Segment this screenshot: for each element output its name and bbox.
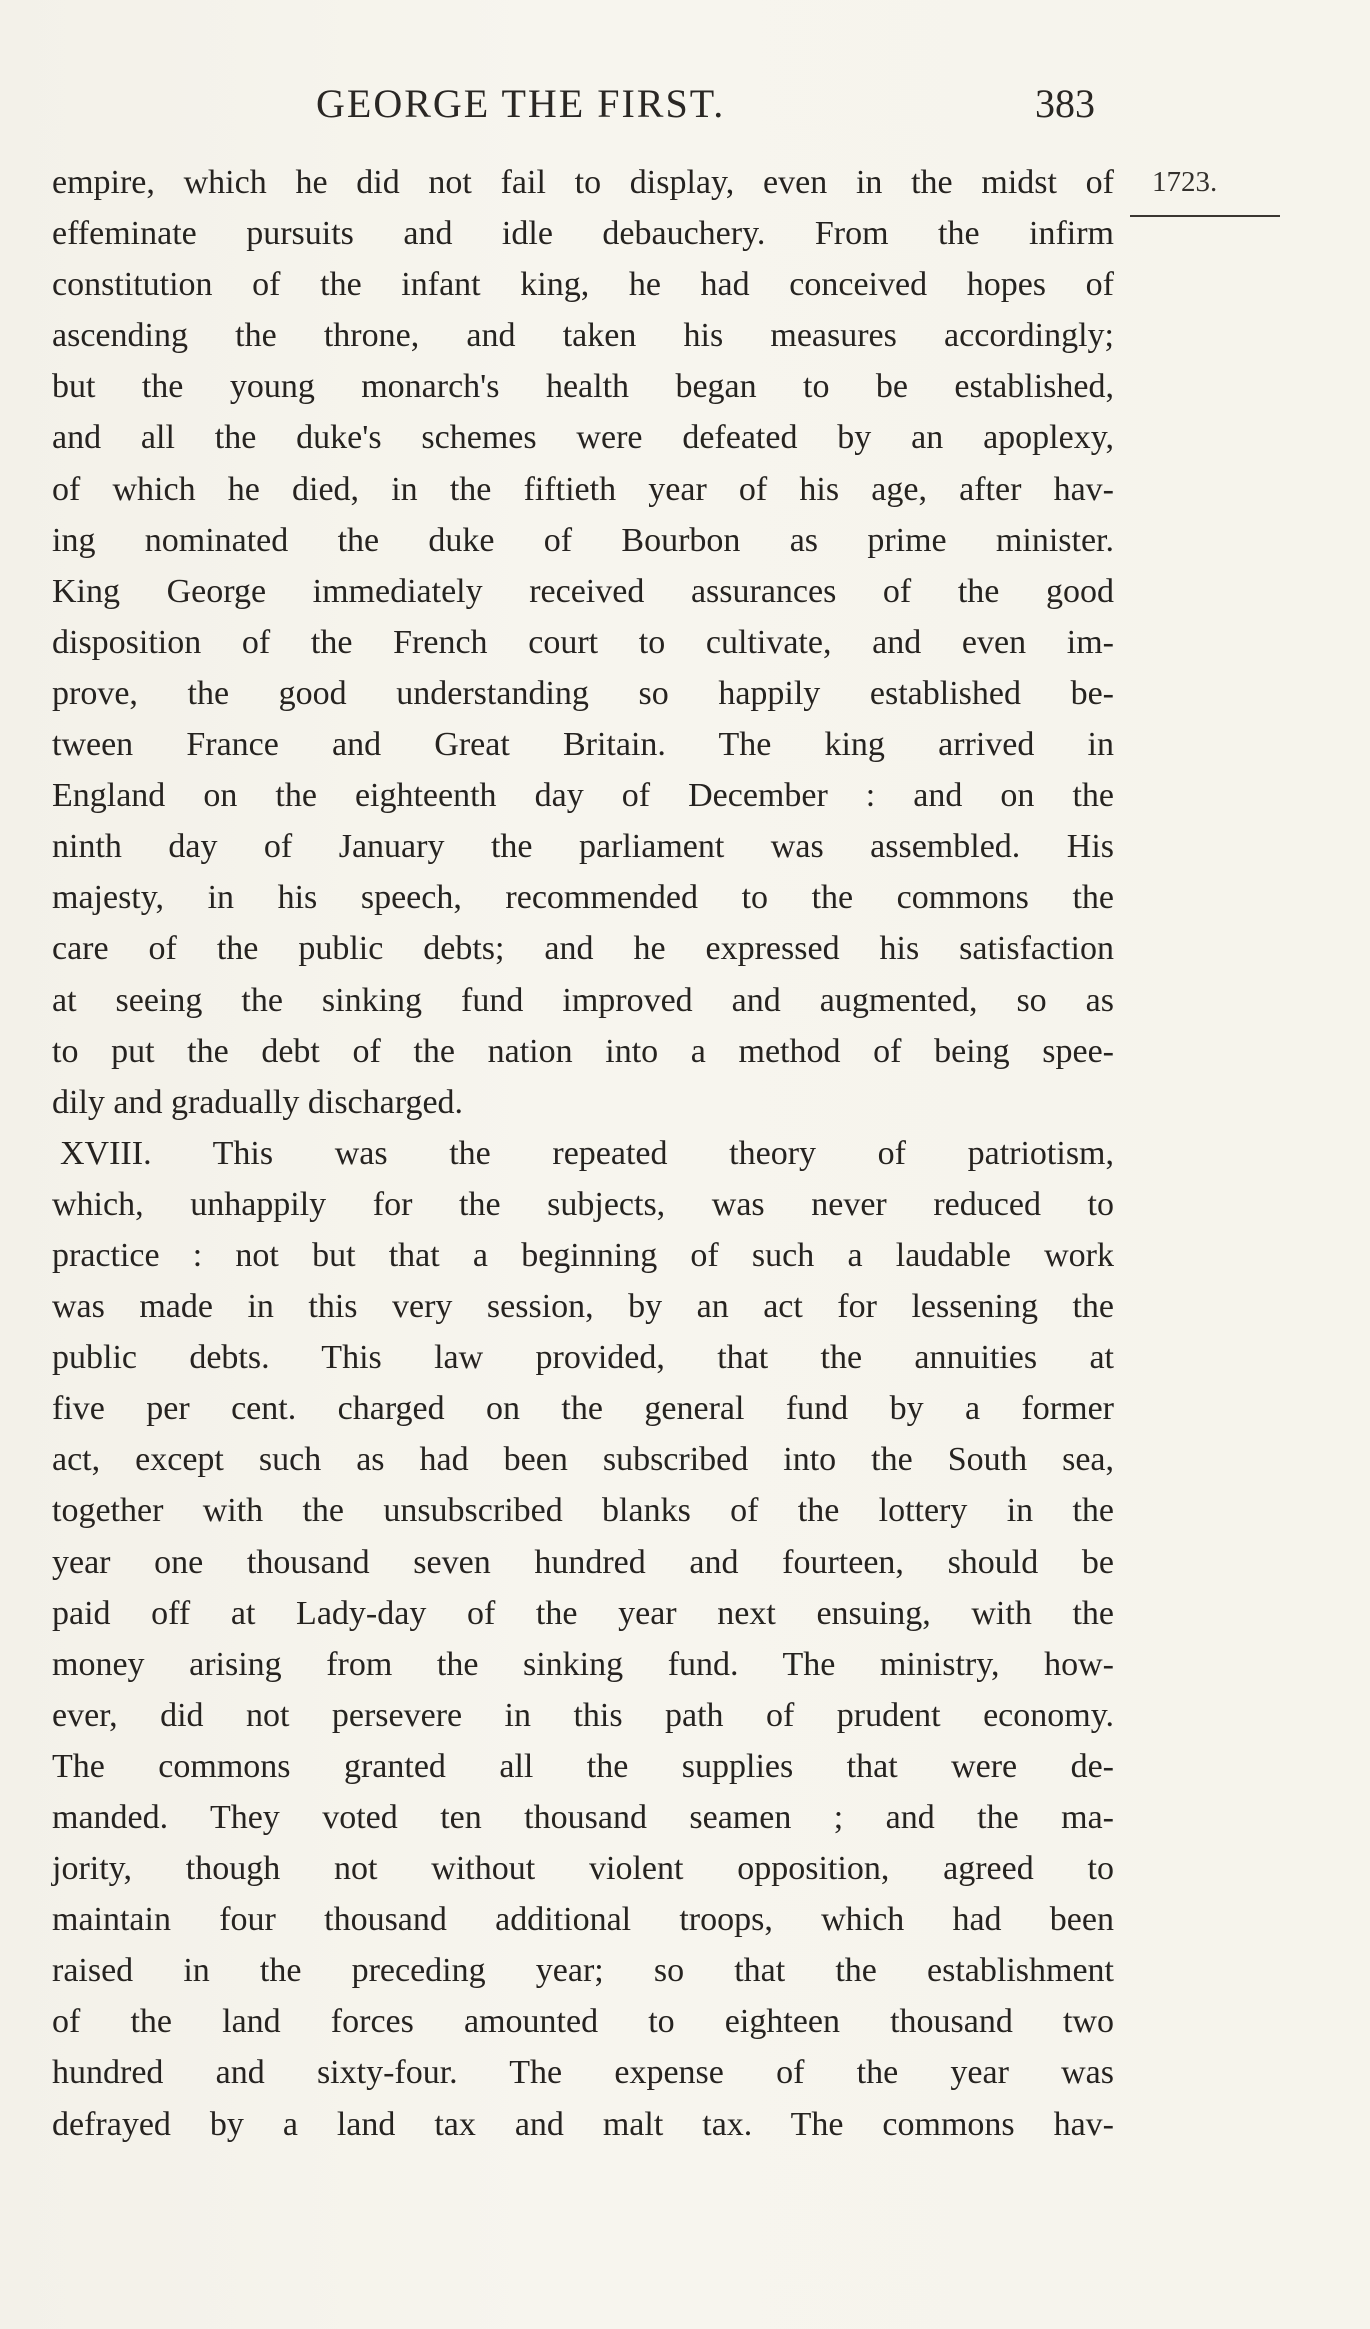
text-line: and all the duke's schemes were defeated by an apoplexy, bbox=[52, 419, 1114, 457]
text-line: of which he died, in the fiftieth year of his age, after hav- bbox=[52, 470, 1114, 508]
text-line: was made in this very session, by an act for lessening the bbox=[52, 1288, 1114, 1326]
text-line: majesty, in his speech, recommended to the commons the bbox=[52, 879, 1114, 917]
text-line: practice : not but that a beginning of such a laudable work bbox=[52, 1236, 1114, 1274]
text-line: paid off at Lady-day of the year next ensuing, with the bbox=[52, 1594, 1114, 1632]
text-line: ascending the throne, and taken his measures accordingly; bbox=[52, 317, 1114, 355]
text-line: ing nominated the duke of Bourbon as prime minister. bbox=[52, 521, 1114, 559]
text-line: ever, did not persevere in this path of prudent economy. bbox=[52, 1696, 1114, 1734]
text-line: together with the unsubscribed blanks of the lottery in the bbox=[52, 1492, 1114, 1530]
text-line: act, except such as had been subscribed into the South sea, bbox=[52, 1441, 1114, 1479]
text-line: year one thousand seven hundred and fourteen, should be bbox=[52, 1543, 1114, 1581]
text-line: jority, though not without violent opposition, agreed to bbox=[52, 1850, 1114, 1888]
text-line: The commons granted all the supplies that were de- bbox=[52, 1747, 1114, 1785]
text-line: maintain four thousand additional troops, which had been bbox=[52, 1901, 1114, 1939]
text-line: which, unhappily for the subjects, was never reduced to bbox=[52, 1185, 1114, 1223]
text-line: King George immediately received assurances of the good bbox=[52, 572, 1114, 610]
text-line: England on the eighteenth day of December : and on the bbox=[52, 777, 1114, 815]
text-line: hundred and sixty-four. The expense of the year was bbox=[52, 2054, 1114, 2092]
text-line: five per cent. charged on the general fund by a former bbox=[52, 1390, 1114, 1428]
text-line: constitution of the infant king, he had conceived hopes of bbox=[52, 266, 1114, 304]
text-line: disposition of the French court to cultivate, and even im- bbox=[52, 623, 1114, 661]
text-line: tween France and Great Britain. The king arrived in bbox=[52, 726, 1114, 764]
text-line: raised in the preceding year; so that the establishment bbox=[52, 1952, 1114, 1990]
running-head-title: GEORGE THE FIRST. bbox=[316, 81, 726, 126]
text-line: dily and gradually discharged. bbox=[52, 1083, 464, 1121]
text-line: public debts. This law provided, that the annuities at bbox=[52, 1339, 1114, 1377]
text-line: care of the public debts; and he expressed his satisfaction bbox=[52, 930, 1114, 968]
margin-year-note: 1723. bbox=[1152, 166, 1218, 198]
text-line: defrayed by a land tax and malt tax. The commons hav- bbox=[52, 2105, 1114, 2143]
text-line: effeminate pursuits and idle debauchery. From the infirm bbox=[52, 215, 1114, 253]
running-head bbox=[0, 80, 1370, 130]
margin-rule bbox=[1130, 215, 1280, 217]
text-line: to put the debt of the nation into a method of being spee- bbox=[52, 1032, 1114, 1070]
text-line: of the land forces amounted to eighteen thousand two bbox=[52, 2003, 1114, 2041]
page-number: 383 bbox=[1035, 81, 1095, 126]
text-line: at seeing the sinking fund improved and augmented, so as bbox=[52, 981, 1114, 1019]
text-line: manded. They voted ten thousand seamen ; and the ma- bbox=[52, 1799, 1114, 1836]
body-text bbox=[52, 157, 1114, 2150]
text-line: prove, the good understanding so happily established be- bbox=[52, 674, 1114, 712]
text-line: empire, which he did not fail to display, even in the midst of bbox=[52, 164, 1114, 201]
text-line: ninth day of January the parliament was assembled. His bbox=[52, 828, 1114, 866]
text-line: XVIII. This was the repeated theory of patriotism, bbox=[60, 1134, 1114, 1172]
text-line: money arising from the sinking fund. The ministry, how- bbox=[52, 1645, 1114, 1683]
text-line: but the young monarch's health began to be established, bbox=[52, 368, 1114, 406]
